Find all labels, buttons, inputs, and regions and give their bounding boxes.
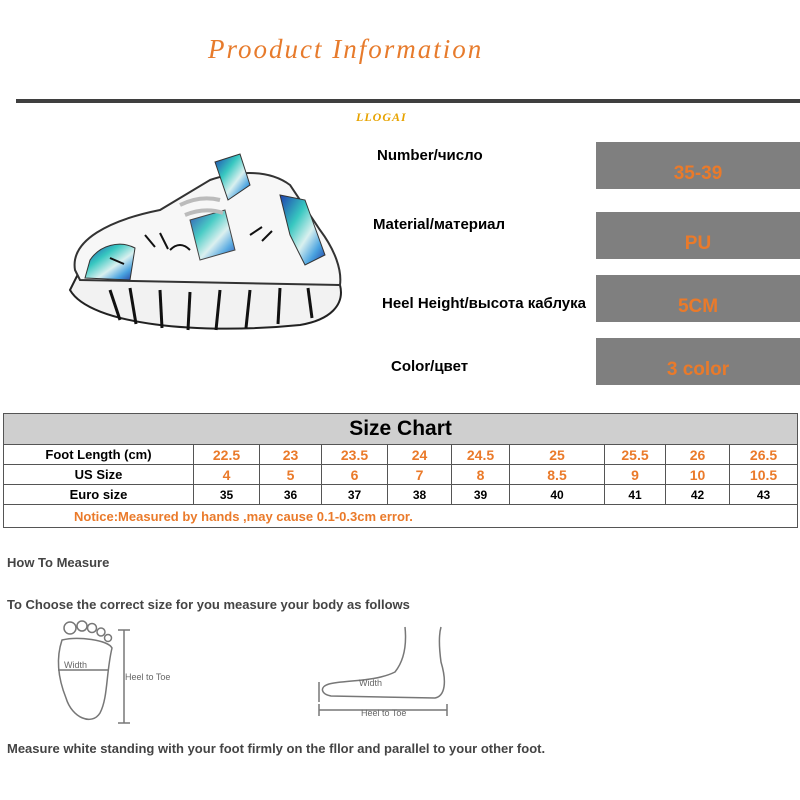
foot-length-cell: 22.5 xyxy=(194,445,260,465)
measurement-instruction: Measure white standing with your foot firmly on the fllor and parallel to your other foot. xyxy=(7,741,546,756)
euro-size-cell: 37 xyxy=(322,485,388,505)
euro-size-cell: 38 xyxy=(388,485,452,505)
us-size-cell: 10 xyxy=(666,465,730,485)
euro-size-cell: 41 xyxy=(605,485,666,505)
foot-length-cell: 25 xyxy=(510,445,605,465)
euro-size-cell: 43 xyxy=(730,485,798,505)
how-to-measure-subheading: To Choose the correct size for you measure your body as follows xyxy=(7,597,410,612)
spec-heel-height-value: 5CM xyxy=(596,275,800,322)
spec-color-value: 3 color xyxy=(596,338,800,385)
foot-top-view-diagram xyxy=(48,618,198,728)
spec-number-value: 35-39 xyxy=(596,142,800,189)
us-size-cell: 5 xyxy=(260,465,322,485)
us-size-cell: 6 xyxy=(322,465,388,485)
size-chart-table xyxy=(3,413,798,528)
us-size-cell: 4 xyxy=(194,465,260,485)
us-size-cell: 10.5 xyxy=(730,465,798,485)
size-chart-title: Size Chart xyxy=(4,414,798,445)
us-size-cell: 9 xyxy=(605,465,666,485)
foot-side-view-diagram xyxy=(315,622,465,722)
euro-size-cell: 35 xyxy=(194,485,260,505)
brand-name: LLOGAI xyxy=(356,110,407,124)
us-size-cell: 7 xyxy=(388,465,452,485)
foot-length-cell: 25.5 xyxy=(605,445,666,465)
header-divider xyxy=(16,99,800,103)
foot-length-cell: 24 xyxy=(388,445,452,465)
row-label-euro-size: Euro size xyxy=(4,485,194,505)
page-title: Prooduct Information xyxy=(208,34,484,64)
us-size-cell: 8.5 xyxy=(510,465,605,485)
side-width-label: Width xyxy=(359,678,383,688)
euro-size-cell: 40 xyxy=(510,485,605,505)
spec-material-value: PU xyxy=(596,212,800,259)
spec-heel-height-label: Heel Height/высота каблука xyxy=(382,295,586,312)
heel-to-toe-label: Heel to Toe xyxy=(125,672,171,682)
sneaker-image xyxy=(50,140,360,350)
euro-size-cell: 42 xyxy=(666,485,730,505)
side-heel-to-toe-label: Heel to Toe xyxy=(361,708,407,718)
foot-length-cell: 23.5 xyxy=(322,445,388,465)
table-row xyxy=(4,445,798,465)
spec-material-label: Material/материал xyxy=(373,216,506,233)
spec-color-label: Color/цвет xyxy=(391,358,469,375)
table-row xyxy=(4,485,798,505)
foot-length-cell: 23 xyxy=(260,445,322,465)
euro-size-cell: 36 xyxy=(260,485,322,505)
euro-size-cell: 39 xyxy=(452,485,510,505)
width-label: Width xyxy=(64,660,88,670)
how-to-measure-heading: How To Measure xyxy=(7,555,110,570)
table-row xyxy=(4,465,798,485)
us-size-cell: 8 xyxy=(452,465,510,485)
foot-length-cell: 26 xyxy=(666,445,730,465)
spec-number-label: Number/число xyxy=(377,147,483,164)
foot-length-cell: 26.5 xyxy=(730,445,798,465)
row-label-us-size: US Size xyxy=(4,465,194,485)
measurement-notice: Notice:Measured by hands ,may cause 0.1-0.3cm error. xyxy=(4,505,798,528)
row-label-foot-length: Foot Length (cm) xyxy=(4,445,194,465)
foot-length-cell: 24.5 xyxy=(452,445,510,465)
